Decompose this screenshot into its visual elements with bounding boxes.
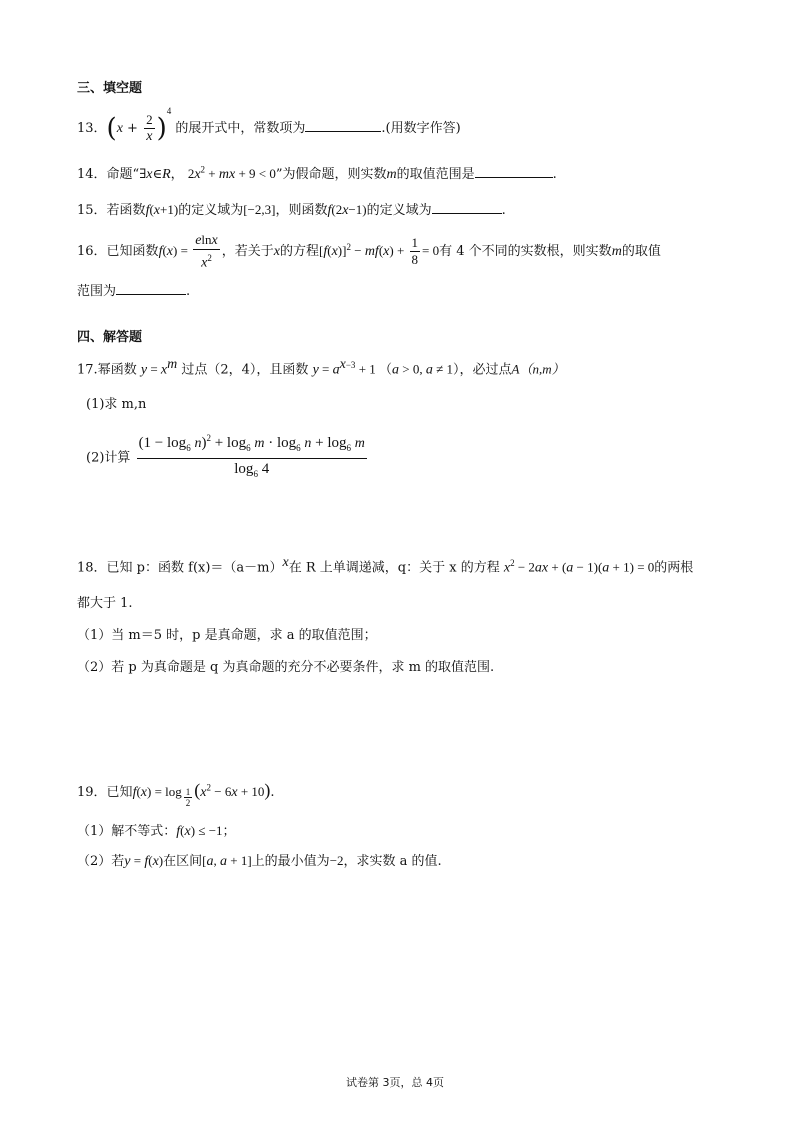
section-answer-heading: 四、解答题 [77, 330, 143, 345]
question-15: 15．若函数f(x+1)的定义域为[−2,3]，则函数f(2x−1)的定义域为 . [77, 202, 506, 218]
question-17-sub2: (2)计算 $\frac{(1 - \log_6 n)^2 + \log_6 m \cdot \log_6 n + \log_6 m}{\log_6 4}$ [86, 428, 369, 484]
question-16-line2: 范围为 . [77, 284, 191, 299]
page-footer: 试卷第 3页，总 4页 [346, 1076, 444, 1089]
question-19: 19．已知f(x) = log $\frac{1}{2}$ $(x^2 - 6x + 10)$. [77, 780, 275, 808]
question-17-sub1: (1)求 m,n [86, 397, 147, 412]
question-13: 13．(x + $\frac{2}{x}$ )$^4$ 的展开式中，常数项为 .(用数字作答) [77, 106, 461, 144]
answer-blank[interactable] [475, 165, 553, 178]
answer-blank[interactable] [432, 201, 502, 214]
answer-blank[interactable] [116, 282, 186, 295]
question-16: 16．已知函数f(x) = $\frac{elnx}{x^2}$ ，若关于x的方程$[f(x)]^2 - mf(x)$ + $\frac{1}{8}$ = 0有 4 个不同的实数根，则实数m的取值 [77, 232, 661, 271]
question-18-line2: 都大于 1. [77, 596, 133, 611]
question-18-sub1: （1）当 m＝5 时，p 是真命题，求 a 的取值范围； [77, 628, 377, 643]
question-18: 18．已知 p：函数 $f(x)=(a-m)^x$在 R 上单调递减，q：关于 x 的方程 $x^2 - 2ax + (a - 1)(a + 1) = 0$的两根 [77, 555, 694, 576]
question-14: 14．命题“∃x∈R， $2x^2$ + mx + 9 < 0”为假命题，则实数m的取值范围是 . [77, 164, 557, 182]
question-19-sub1: （1）解不等式：f(x) ≤ −1； [77, 823, 236, 839]
question-19-sub2: （2）若y = f(x)在区间[a, a + 1]上的最小值为−2，求实数 a 的值. [77, 853, 442, 869]
question-17: 17.幂函数 $y = x^m$ 过点（2，4），且函数 $y = a^{x-3} + 1$ （a > 0, a ≠ 1），必过点A（n,m） [77, 357, 565, 378]
question-18-sub2: （2）若 p 为真命题是 q 为真命题的充分不必要条件，求 m 的取值范围. [77, 660, 495, 675]
answer-blank[interactable] [305, 119, 381, 132]
section-fill-blank-heading: 三、填空题 [77, 81, 143, 96]
